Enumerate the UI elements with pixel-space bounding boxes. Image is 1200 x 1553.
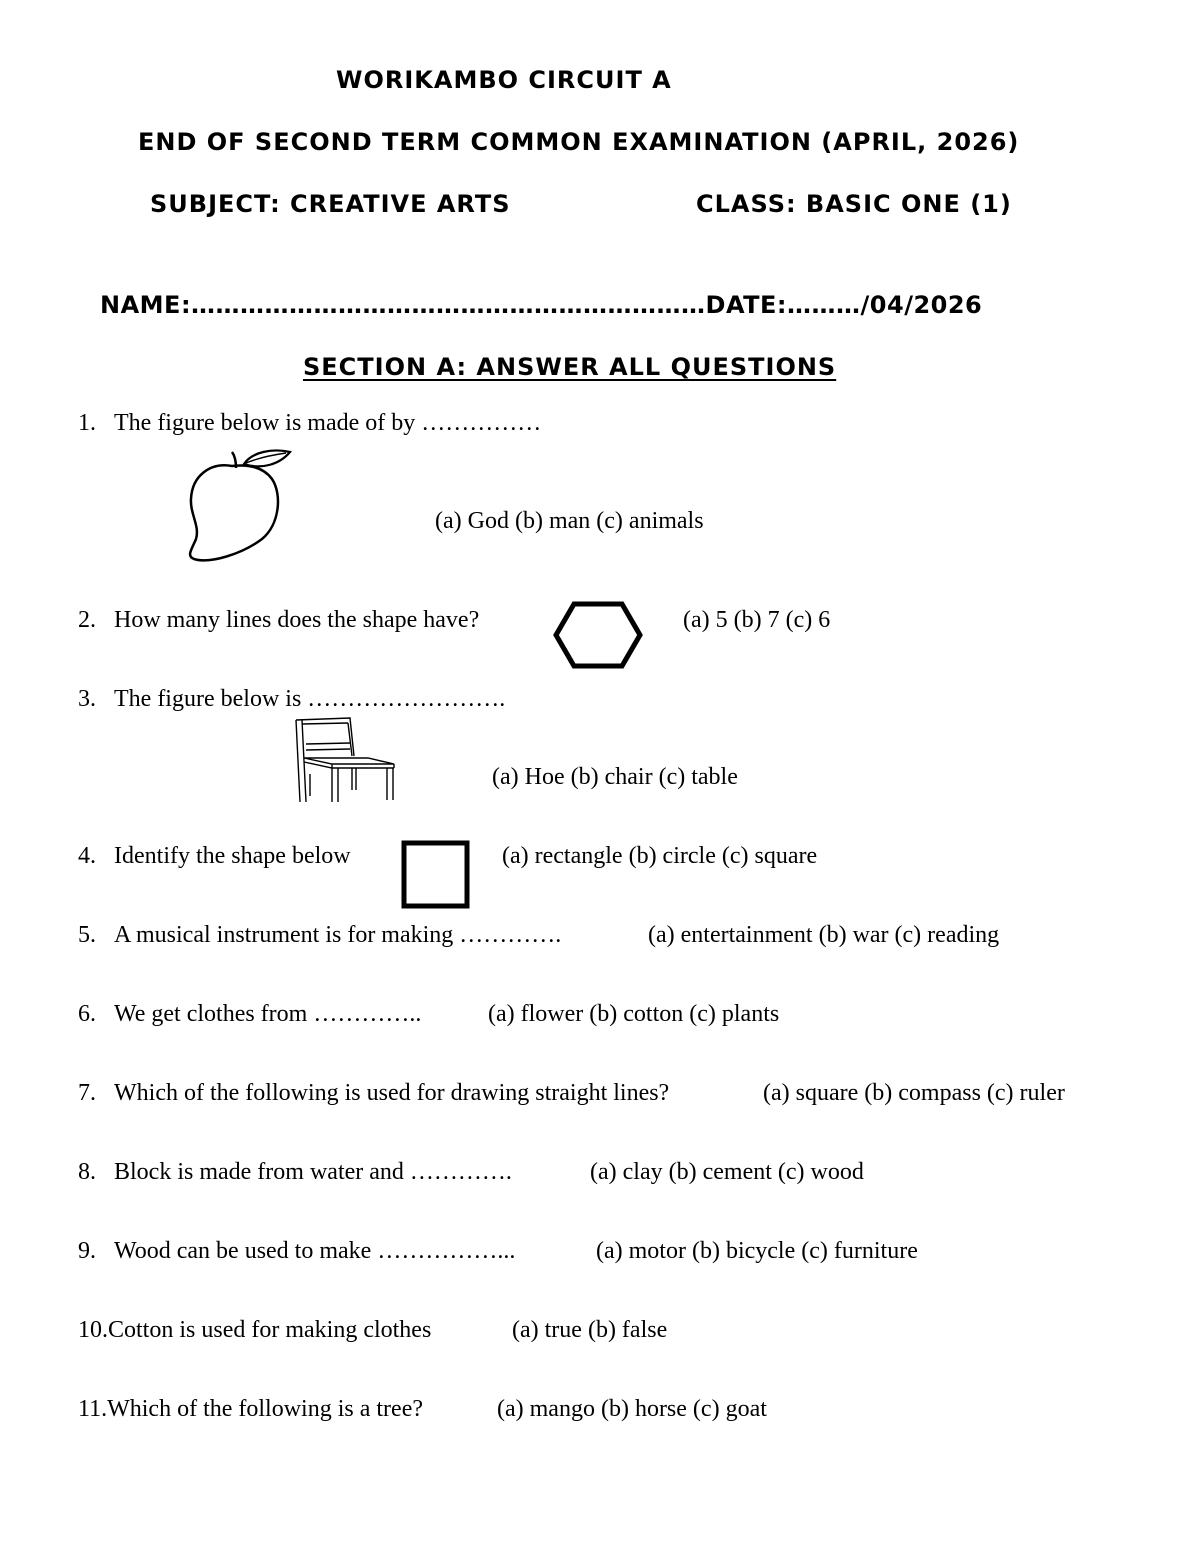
- question-2-options: (a) 5 (b) 7 (c) 6: [683, 607, 831, 633]
- question-9: [78, 1239, 515, 1263]
- question-8: [78, 1160, 512, 1184]
- exam-title: END OF SECOND TERM COMMON EXAMINATION (APRIL, 2026): [138, 128, 1020, 156]
- question-8-options: (a) clay (b) cement (c) wood: [590, 1159, 864, 1185]
- question-number: 9.: [78, 1238, 96, 1264]
- question-3-options: (a) Hoe (b) chair (c) table: [492, 764, 738, 790]
- question-text: How many lines does the shape have?: [114, 607, 480, 633]
- question-number: 6.: [78, 1001, 96, 1027]
- subject-label: SUBJECT: CREATIVE ARTS: [150, 190, 511, 218]
- question-9-options: (a) motor (b) bicycle (c) furniture: [596, 1238, 918, 1264]
- class-label: CLASS: BASIC ONE (1): [696, 190, 1012, 218]
- question-number: 1.: [78, 410, 96, 436]
- question-text: Cotton is used for making clothes: [108, 1317, 432, 1343]
- question-10-options: (a) true (b) false: [512, 1317, 668, 1343]
- question-7: [78, 1081, 669, 1105]
- question-text: Which of the following is used for drawing straight lines?: [114, 1080, 670, 1106]
- question-4: [78, 844, 351, 868]
- question-text: A musical instrument is for making ………….: [114, 922, 562, 948]
- question-text: Which of the following is a tree?: [107, 1396, 423, 1422]
- square-icon: [401, 840, 471, 910]
- question-1-options: (a) God (b) man (c) animals: [435, 508, 704, 534]
- question-text: We get clothes from …………..: [114, 1001, 422, 1027]
- question-5-options: (a) entertainment (b) war (c) reading: [648, 922, 1000, 948]
- question-text: The figure below is …………………….: [114, 686, 506, 712]
- question-6: [78, 1002, 421, 1026]
- question-number: 8.: [78, 1159, 96, 1185]
- question-7-options: (a) square (b) compass (c) ruler: [763, 1080, 1065, 1106]
- question-number: 3.: [78, 686, 96, 712]
- name-date-line: NAME:………………………………………………………DATE:………/04/2026: [100, 291, 983, 319]
- question-number: 4.: [78, 843, 96, 869]
- hexagon-icon: [552, 600, 644, 670]
- question-number: 5.: [78, 922, 96, 948]
- question-number: 7.: [78, 1080, 96, 1106]
- section-heading: SECTION A: ANSWER ALL QUESTIONS: [303, 353, 837, 381]
- question-5: [78, 923, 561, 947]
- question-10: [78, 1318, 431, 1342]
- question-2: [78, 608, 479, 632]
- question-3: [78, 687, 505, 711]
- question-text: The figure below is made of by ……………: [114, 410, 542, 436]
- question-4-options: (a) rectangle (b) circle (c) square: [502, 843, 818, 869]
- question-11-options: (a) mango (b) horse (c) goat: [497, 1396, 767, 1422]
- mango-icon: [180, 444, 295, 564]
- question-1: [78, 411, 541, 435]
- question-text: Block is made from water and ………….: [114, 1159, 512, 1185]
- school-title: WORIKAMBO CIRCUIT A: [336, 66, 672, 94]
- question-11: [78, 1397, 423, 1421]
- question-number: 2.: [78, 607, 96, 633]
- question-6-options: (a) flower (b) cotton (c) plants: [488, 1001, 780, 1027]
- question-number: 10.: [78, 1317, 108, 1343]
- question-number: 11.: [78, 1396, 108, 1422]
- question-text: Identify the shape below: [114, 843, 351, 869]
- question-text: Wood can be used to make ……………...: [114, 1238, 516, 1264]
- chair-icon: [292, 714, 400, 806]
